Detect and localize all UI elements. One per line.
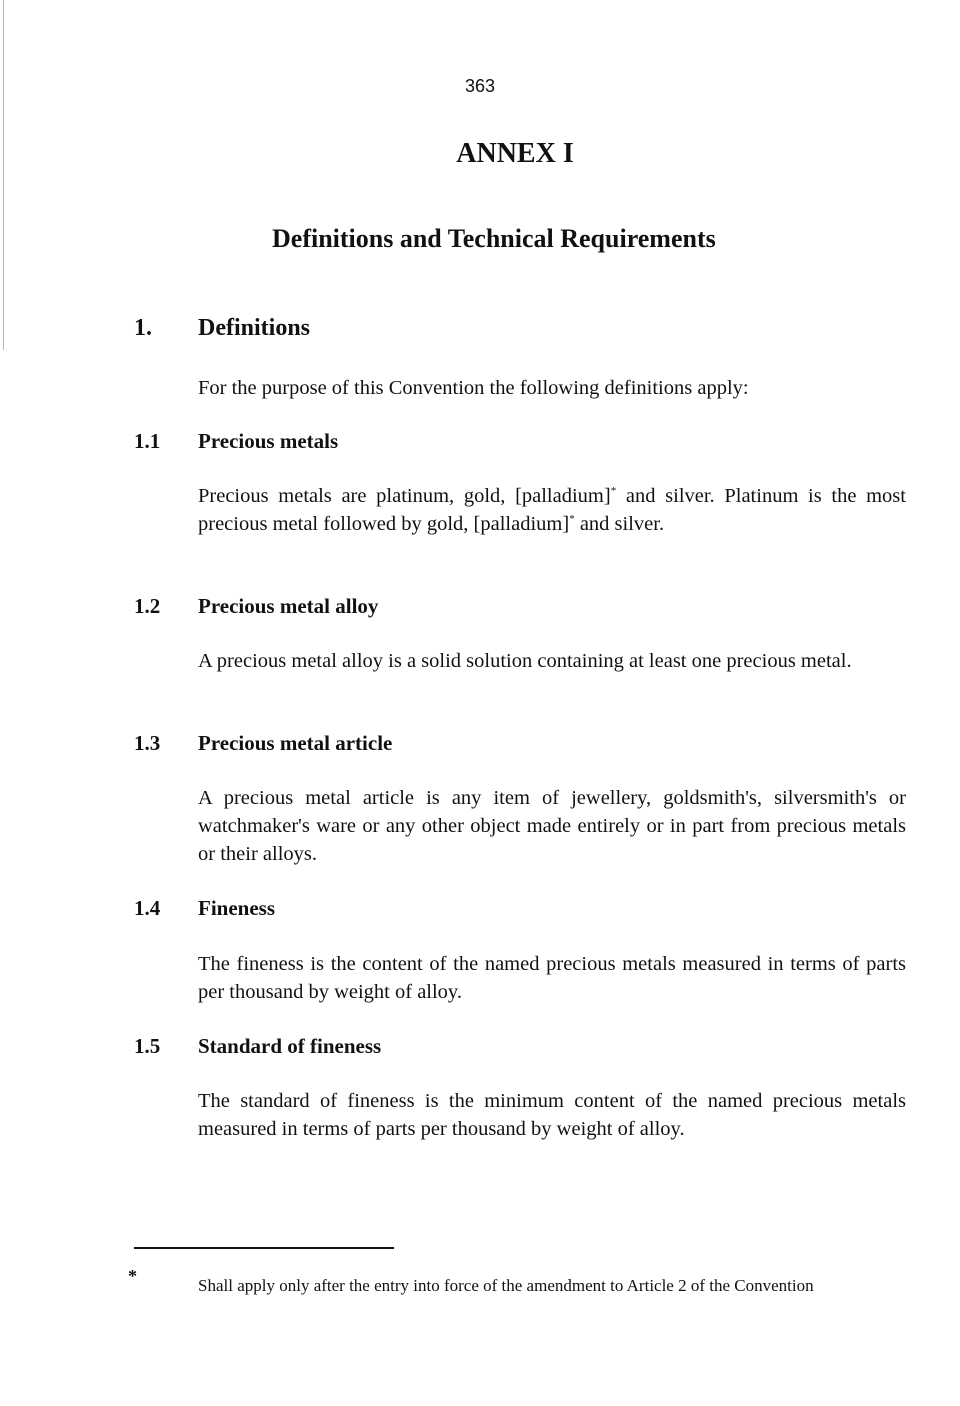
subsection-text-1-1 [198,482,906,538]
section-title: Definitions [198,315,311,341]
text-part: and silver. Platinum is the most precious metal followed by gold, [palladium] [198,485,906,535]
subsection-number: 1.5 [134,1034,161,1058]
subsection-text-1-5: The standard of fineness is the minimum content of the named precious metals measured in terms of parts per thousand by weight of alloy. [198,1090,906,1140]
subsection-number: 1.4 [134,896,161,920]
page-number: 363 [464,76,496,96]
section-intro: For the purpose of this Convention the following definitions apply: [198,377,749,399]
annex-title: ANNEX I [456,138,574,169]
subsection-number: 1.3 [134,731,161,755]
section-number: 1. [134,315,152,341]
scan-edge-line [3,0,4,350]
subsection-title: Fineness [198,896,276,920]
subsection-title: Precious metal article [198,731,393,755]
footnote-text: Shall apply only after the entry into force of the amendment to Article 2 of the Convention [198,1276,814,1295]
subsection-text-1-3: A precious metal article is any item of jewellery, goldsmith's, silversmith's or watchmaker's ware or any other object made entirely or in part from precious metals or their alloys. [198,787,906,865]
document-title: Definitions and Technical Requirements [272,224,716,253]
subsection-number: 1.1 [134,429,161,453]
subsection-title: Standard of fineness [198,1034,382,1058]
footnote-divider [134,1247,394,1249]
text-part: and silver. [574,513,665,535]
footnote-reference: * [610,485,617,498]
subsection-title: Precious metals [198,429,339,453]
text-part: Precious metals are platinum, gold, [palladium] [198,485,611,507]
subsection-number: 1.2 [134,594,161,618]
subsection-text-1-2: A precious metal alloy is a solid solution containing at least one precious metal. [198,650,852,672]
subsection-title: Precious metal alloy [198,594,379,618]
footnote-reference: * [569,513,575,526]
subsection-text-1-4: The fineness is the content of the named precious metals measured in terms of parts per thousand by weight of alloy. [198,953,906,1003]
footnote-marker: * [128,1266,137,1286]
